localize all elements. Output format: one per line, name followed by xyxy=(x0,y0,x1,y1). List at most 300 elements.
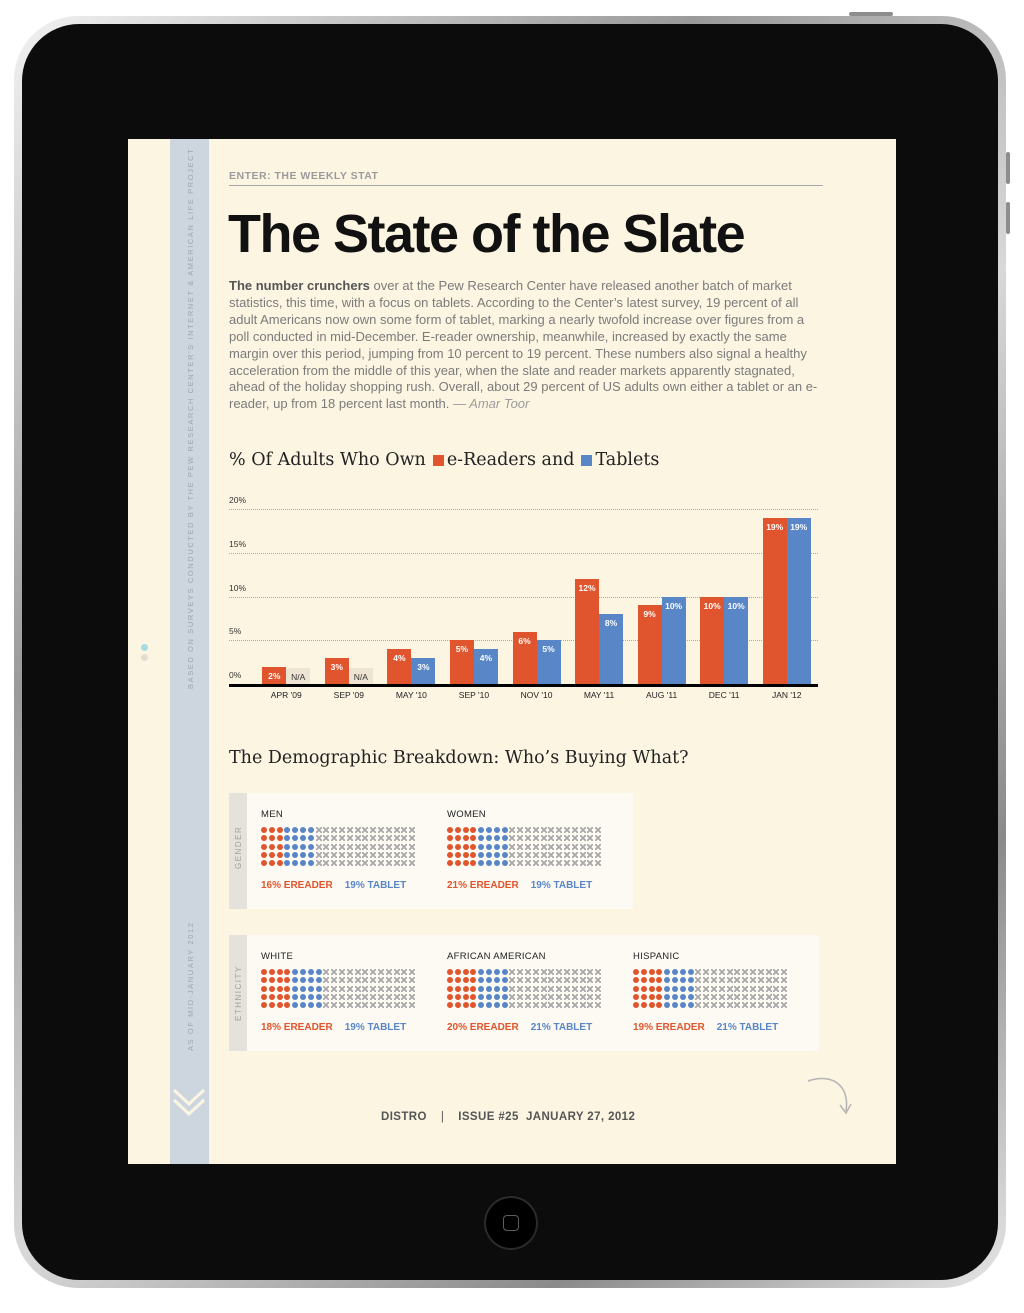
tablet-owner-icon xyxy=(494,1002,500,1008)
page-indicator[interactable] xyxy=(141,654,148,661)
ereader-owner-icon xyxy=(649,977,655,983)
non-owner-icon xyxy=(339,969,345,975)
icon-row xyxy=(633,977,789,985)
ereader-owner-icon xyxy=(269,835,275,841)
tablet-owner-icon xyxy=(688,986,694,992)
icon-array-women xyxy=(447,827,603,868)
tablet-owner-icon xyxy=(486,1002,492,1008)
non-owner-icon xyxy=(773,994,779,1000)
ereader-owner-icon xyxy=(463,969,469,975)
tablet-owner-icon xyxy=(478,977,484,983)
non-owner-icon xyxy=(378,969,384,975)
non-owner-icon xyxy=(773,986,779,992)
magazine-page[interactable] xyxy=(128,139,896,1164)
tablet-owner-icon xyxy=(308,835,314,841)
non-owner-icon xyxy=(781,1002,787,1008)
non-owner-icon xyxy=(781,994,787,1000)
tablet-owner-icon xyxy=(292,977,298,983)
non-owner-icon xyxy=(409,986,415,992)
non-owner-icon xyxy=(595,844,601,850)
icon-row xyxy=(447,835,603,843)
non-owner-icon xyxy=(355,827,361,833)
ereader-owner-icon xyxy=(277,969,283,975)
non-owner-icon xyxy=(548,835,554,841)
non-owner-icon xyxy=(742,986,748,992)
non-owner-icon xyxy=(370,994,376,1000)
non-owner-icon xyxy=(541,969,547,975)
tablet-owner-icon xyxy=(672,994,678,1000)
ereader-owner-icon xyxy=(641,969,647,975)
non-owner-icon xyxy=(517,977,523,983)
tablet-owner-icon xyxy=(688,977,694,983)
non-owner-icon xyxy=(525,827,531,833)
article-body xyxy=(229,278,823,413)
non-owner-icon xyxy=(572,835,578,841)
non-owner-icon xyxy=(719,986,725,992)
non-owner-icon xyxy=(378,977,384,983)
tablet-owner-icon xyxy=(502,1002,508,1008)
non-owner-icon xyxy=(556,986,562,992)
demographics-title: The Demographic Breakdown: Who’s Buying What? xyxy=(229,748,689,768)
non-owner-icon xyxy=(409,827,415,833)
non-owner-icon xyxy=(370,844,376,850)
non-owner-icon xyxy=(533,835,539,841)
non-owner-icon xyxy=(525,986,531,992)
stat-african-american: 20% EREADER 21% TABLET xyxy=(447,1022,593,1033)
non-owner-icon xyxy=(580,969,586,975)
non-owner-icon xyxy=(386,994,392,1000)
non-owner-icon xyxy=(370,969,376,975)
non-owner-icon xyxy=(362,969,368,975)
tablet-owner-icon xyxy=(478,844,484,850)
non-owner-icon xyxy=(355,969,361,975)
non-owner-icon xyxy=(734,1002,740,1008)
icon-array-white xyxy=(261,969,417,1010)
non-owner-icon xyxy=(370,827,376,833)
non-owner-icon xyxy=(758,986,764,992)
ereader-owner-icon xyxy=(277,977,283,983)
tablet-owner-icon xyxy=(502,994,508,1000)
ereader-owner-icon xyxy=(633,969,639,975)
non-owner-icon xyxy=(703,994,709,1000)
icon-row xyxy=(447,969,603,977)
group-name-african-american: AFRICAN AMERICAN xyxy=(447,951,546,962)
bar-label-tablet: 10% xyxy=(727,600,745,611)
x-tick-label: SEP '10 xyxy=(458,690,490,700)
non-owner-icon xyxy=(587,986,593,992)
non-owner-icon xyxy=(362,852,368,858)
non-owner-icon xyxy=(548,860,554,866)
x-tick-label: APR '09 xyxy=(270,690,302,700)
bar-label-tablet: 4% xyxy=(479,653,493,663)
tablet-owner-icon xyxy=(292,1002,298,1008)
non-owner-icon xyxy=(378,852,384,858)
icon-row xyxy=(447,860,603,868)
tablet-owner-icon xyxy=(494,844,500,850)
ereader-owner-icon xyxy=(261,969,267,975)
icon-row xyxy=(261,1002,417,1010)
non-owner-icon xyxy=(711,969,717,975)
non-owner-icon xyxy=(564,977,570,983)
non-owner-icon xyxy=(409,994,415,1000)
tablet-owner-icon xyxy=(284,860,290,866)
non-owner-icon xyxy=(409,844,415,850)
ereader-owner-icon xyxy=(463,835,469,841)
tablet-owner-icon xyxy=(502,986,508,992)
non-owner-icon xyxy=(572,994,578,1000)
bar-label-ereader: 4% xyxy=(393,653,406,663)
non-owner-icon xyxy=(695,986,701,992)
non-owner-icon xyxy=(401,827,407,833)
non-owner-icon xyxy=(525,844,531,850)
non-owner-icon xyxy=(711,977,717,983)
ereader-owner-icon xyxy=(447,994,453,1000)
ereader-owner-icon xyxy=(463,994,469,1000)
non-owner-icon xyxy=(323,986,329,992)
non-owner-icon xyxy=(362,994,368,1000)
tablet-owner-icon xyxy=(300,835,306,841)
non-owner-icon xyxy=(339,977,345,983)
stat-hispanic: 19% EREADER 21% TABLET xyxy=(633,1022,779,1033)
non-owner-icon xyxy=(323,827,329,833)
ereader-owner-icon xyxy=(470,986,476,992)
ereader-owner-icon xyxy=(277,1002,283,1008)
tablet-owner-icon xyxy=(300,986,306,992)
icon-row xyxy=(261,827,417,835)
non-owner-icon xyxy=(580,994,586,1000)
tablet-owner-icon xyxy=(494,969,500,975)
non-owner-icon xyxy=(347,852,353,858)
non-owner-icon xyxy=(587,827,593,833)
ereader-owner-icon xyxy=(470,852,476,858)
y-tick-label: 5% xyxy=(229,626,242,637)
tablet-owner-icon xyxy=(300,994,306,1000)
non-owner-icon xyxy=(541,852,547,858)
ereader-owner-icon xyxy=(463,852,469,858)
non-owner-icon xyxy=(370,1002,376,1008)
bar-label-ereader: 5% xyxy=(455,644,469,655)
non-owner-icon xyxy=(355,977,361,983)
non-owner-icon xyxy=(572,844,578,850)
non-owner-icon xyxy=(409,835,415,841)
non-owner-icon xyxy=(386,986,392,992)
ereader-owner-icon xyxy=(269,969,275,975)
non-owner-icon xyxy=(355,844,361,850)
non-owner-icon xyxy=(742,969,748,975)
icon-array-african-american xyxy=(447,969,603,1010)
non-owner-icon xyxy=(727,986,733,992)
non-owner-icon xyxy=(548,1002,554,1008)
icon-row xyxy=(447,852,603,860)
non-owner-icon xyxy=(386,835,392,841)
tablet-owner-icon xyxy=(494,977,500,983)
non-owner-icon xyxy=(766,986,772,992)
power-button[interactable] xyxy=(849,12,893,16)
non-owner-icon xyxy=(595,852,601,858)
footer-brand: DISTRO xyxy=(381,1111,427,1123)
non-owner-icon xyxy=(378,994,384,1000)
ereader-owner-icon xyxy=(269,852,275,858)
x-tick-label: NOV '10 xyxy=(520,690,553,700)
bar-ereader xyxy=(575,579,599,684)
non-owner-icon xyxy=(394,994,400,1000)
tablet-owner-icon xyxy=(486,860,492,866)
non-owner-icon xyxy=(548,969,554,975)
non-owner-icon xyxy=(548,844,554,850)
bar-label-tablet: 8% xyxy=(604,618,618,628)
tablet-owner-icon xyxy=(680,969,686,975)
non-owner-icon xyxy=(525,852,531,858)
volume-down-button[interactable] xyxy=(1006,202,1010,234)
tablet-owner-icon xyxy=(680,994,686,1000)
non-owner-icon xyxy=(316,844,322,850)
non-owner-icon xyxy=(781,977,787,983)
tablet-owner-icon xyxy=(502,835,508,841)
non-owner-icon xyxy=(727,969,733,975)
tablet-owner-icon xyxy=(502,844,508,850)
non-owner-icon xyxy=(742,994,748,1000)
icon-row xyxy=(633,969,789,977)
ereader-owner-icon xyxy=(447,860,453,866)
ethnicity-panel xyxy=(229,935,819,1051)
non-owner-icon xyxy=(758,994,764,1000)
page-indicator-active[interactable] xyxy=(141,644,148,651)
y-tick-label: 20% xyxy=(229,495,247,505)
double-chevron-down-icon[interactable] xyxy=(170,1084,209,1118)
icon-row xyxy=(633,986,789,994)
chart-title-prefix: % Of Adults Who Own xyxy=(229,450,426,470)
non-owner-icon xyxy=(595,969,601,975)
non-owner-icon xyxy=(394,827,400,833)
non-owner-icon xyxy=(339,827,345,833)
non-owner-icon xyxy=(331,844,337,850)
tablet-owner-icon xyxy=(478,994,484,1000)
group-name-white: WHITE xyxy=(261,951,294,962)
non-owner-icon xyxy=(556,844,562,850)
non-owner-icon xyxy=(509,1002,515,1008)
tablet-owner-icon xyxy=(502,852,508,858)
non-owner-icon xyxy=(331,835,337,841)
ereader-owner-icon xyxy=(447,986,453,992)
non-owner-icon xyxy=(533,844,539,850)
icon-row xyxy=(633,994,789,1002)
icon-row xyxy=(447,986,603,994)
non-owner-icon xyxy=(766,977,772,983)
non-owner-icon xyxy=(331,860,337,866)
tablet-owner-icon xyxy=(316,994,322,1000)
non-owner-icon xyxy=(533,860,539,866)
footer-issue: ISSUE #25 xyxy=(458,1111,519,1123)
non-owner-icon xyxy=(517,844,523,850)
non-owner-icon xyxy=(347,986,353,992)
non-owner-icon xyxy=(331,977,337,983)
non-owner-icon xyxy=(386,827,392,833)
non-owner-icon xyxy=(316,835,322,841)
non-owner-icon xyxy=(564,835,570,841)
bar-label-tablet: 10% xyxy=(665,600,683,611)
tablet-owner-icon xyxy=(486,835,492,841)
non-owner-icon xyxy=(339,852,345,858)
tablet-owner-icon xyxy=(494,827,500,833)
ereader-owner-icon xyxy=(656,1002,662,1008)
non-owner-icon xyxy=(533,1002,539,1008)
stat-white: 18% EREADER 19% TABLET xyxy=(261,1022,407,1033)
non-owner-icon xyxy=(386,844,392,850)
non-owner-icon xyxy=(509,852,515,858)
non-owner-icon xyxy=(781,969,787,975)
ereader-owner-icon xyxy=(470,1002,476,1008)
tablet-owner-icon xyxy=(672,986,678,992)
non-owner-icon xyxy=(541,860,547,866)
tablet-owner-icon xyxy=(680,986,686,992)
ereader-owner-icon xyxy=(455,969,461,975)
ereader-owner-icon xyxy=(261,986,267,992)
curved-arrow-icon[interactable] xyxy=(804,1073,860,1121)
non-owner-icon xyxy=(541,844,547,850)
gender-tab: GENDER xyxy=(229,793,247,909)
non-owner-icon xyxy=(734,977,740,983)
tablet-owner-icon xyxy=(688,994,694,1000)
bar-label-ereader: 6% xyxy=(518,635,531,646)
ereader-owner-icon xyxy=(470,969,476,975)
icon-array-men xyxy=(261,827,417,868)
tablet-owner-icon xyxy=(300,969,306,975)
tablet-owner-icon xyxy=(680,1002,686,1008)
non-owner-icon xyxy=(394,844,400,850)
tablet-owner-icon xyxy=(672,1002,678,1008)
bar-label-ereader: 19% xyxy=(766,521,784,532)
non-owner-icon xyxy=(355,1002,361,1008)
section-kicker: ENTER: THE WEEKLY STAT xyxy=(229,170,379,182)
non-owner-icon xyxy=(742,977,748,983)
non-owner-icon xyxy=(370,977,376,983)
non-owner-icon xyxy=(758,977,764,983)
non-owner-icon xyxy=(517,994,523,1000)
non-owner-icon xyxy=(727,1002,733,1008)
non-owner-icon xyxy=(695,1002,701,1008)
non-owner-icon xyxy=(703,969,709,975)
non-owner-icon xyxy=(548,994,554,1000)
non-owner-icon xyxy=(362,844,368,850)
non-owner-icon xyxy=(362,977,368,983)
ereader-owner-icon xyxy=(269,860,275,866)
non-owner-icon xyxy=(517,852,523,858)
non-owner-icon xyxy=(517,986,523,992)
ereader-owner-icon xyxy=(463,827,469,833)
tablet-owner-icon xyxy=(486,977,492,983)
non-owner-icon xyxy=(339,860,345,866)
ereader-owner-icon xyxy=(463,977,469,983)
tablet-owner-icon xyxy=(486,827,492,833)
article-lead: The number crunchers xyxy=(229,278,370,293)
non-owner-icon xyxy=(533,969,539,975)
non-owner-icon xyxy=(362,986,368,992)
tablet-owner-icon xyxy=(478,835,484,841)
ereader-owner-icon xyxy=(649,986,655,992)
non-owner-icon xyxy=(695,994,701,1000)
ereader-owner-icon xyxy=(455,827,461,833)
bar-label-ereader: 12% xyxy=(578,583,596,593)
non-owner-icon xyxy=(572,1002,578,1008)
ereader-owner-icon xyxy=(656,986,662,992)
non-owner-icon xyxy=(719,969,725,975)
non-owner-icon xyxy=(541,835,547,841)
ereader-owner-icon xyxy=(656,994,662,1000)
tablet-owner-icon xyxy=(486,994,492,1000)
non-owner-icon xyxy=(587,844,593,850)
tablet-owner-icon xyxy=(478,860,484,866)
non-owner-icon xyxy=(509,977,515,983)
x-tick-label: AUG '11 xyxy=(645,690,678,700)
ereader-owner-icon xyxy=(447,969,453,975)
ereader-owner-icon xyxy=(455,994,461,1000)
ereader-owner-icon xyxy=(269,977,275,983)
ereader-owner-icon xyxy=(455,844,461,850)
non-owner-icon xyxy=(727,977,733,983)
tablet-owner-icon xyxy=(292,986,298,992)
non-owner-icon xyxy=(595,835,601,841)
non-owner-icon xyxy=(331,969,337,975)
tablet-owner-icon xyxy=(486,852,492,858)
tablet-owner-icon xyxy=(308,1002,314,1008)
non-owner-icon xyxy=(394,835,400,841)
tablet-owner-icon xyxy=(494,986,500,992)
non-owner-icon xyxy=(331,994,337,1000)
tablet-owner-icon xyxy=(672,969,678,975)
non-owner-icon xyxy=(711,1002,717,1008)
non-owner-icon xyxy=(409,977,415,983)
non-owner-icon xyxy=(587,852,593,858)
footer xyxy=(381,1111,635,1123)
volume-up-button[interactable] xyxy=(1006,152,1010,184)
home-button-icon[interactable] xyxy=(484,1196,538,1250)
ereader-owner-icon xyxy=(261,860,267,866)
bar-label-tablet: N/A xyxy=(291,672,306,682)
icon-row xyxy=(261,969,417,977)
non-owner-icon xyxy=(323,969,329,975)
tablet-owner-icon xyxy=(292,994,298,1000)
icon-row xyxy=(261,977,417,985)
tablet-owner-icon xyxy=(308,844,314,850)
non-owner-icon xyxy=(572,852,578,858)
ereader-owner-icon xyxy=(649,1002,655,1008)
ereader-owner-icon xyxy=(284,977,290,983)
non-owner-icon xyxy=(323,860,329,866)
y-tick-label: 0% xyxy=(229,670,242,680)
non-owner-icon xyxy=(347,844,353,850)
non-owner-icon xyxy=(587,835,593,841)
non-owner-icon xyxy=(580,827,586,833)
non-owner-icon xyxy=(766,969,772,975)
ereader-owner-icon xyxy=(261,835,267,841)
non-owner-icon xyxy=(509,827,515,833)
non-owner-icon xyxy=(556,1002,562,1008)
tablet-owner-icon xyxy=(300,852,306,858)
non-owner-icon xyxy=(766,994,772,1000)
non-owner-icon xyxy=(386,860,392,866)
footer-separator: | xyxy=(440,1111,445,1123)
bar-label-ereader: 10% xyxy=(703,600,721,611)
kicker-rule xyxy=(229,185,823,186)
non-owner-icon xyxy=(394,860,400,866)
non-owner-icon xyxy=(541,827,547,833)
non-owner-icon xyxy=(766,1002,772,1008)
ereader-owner-icon xyxy=(656,977,662,983)
non-owner-icon xyxy=(556,969,562,975)
tablet-owner-icon xyxy=(300,1002,306,1008)
non-owner-icon xyxy=(580,852,586,858)
bar-label-tablet: 3% xyxy=(417,661,430,672)
